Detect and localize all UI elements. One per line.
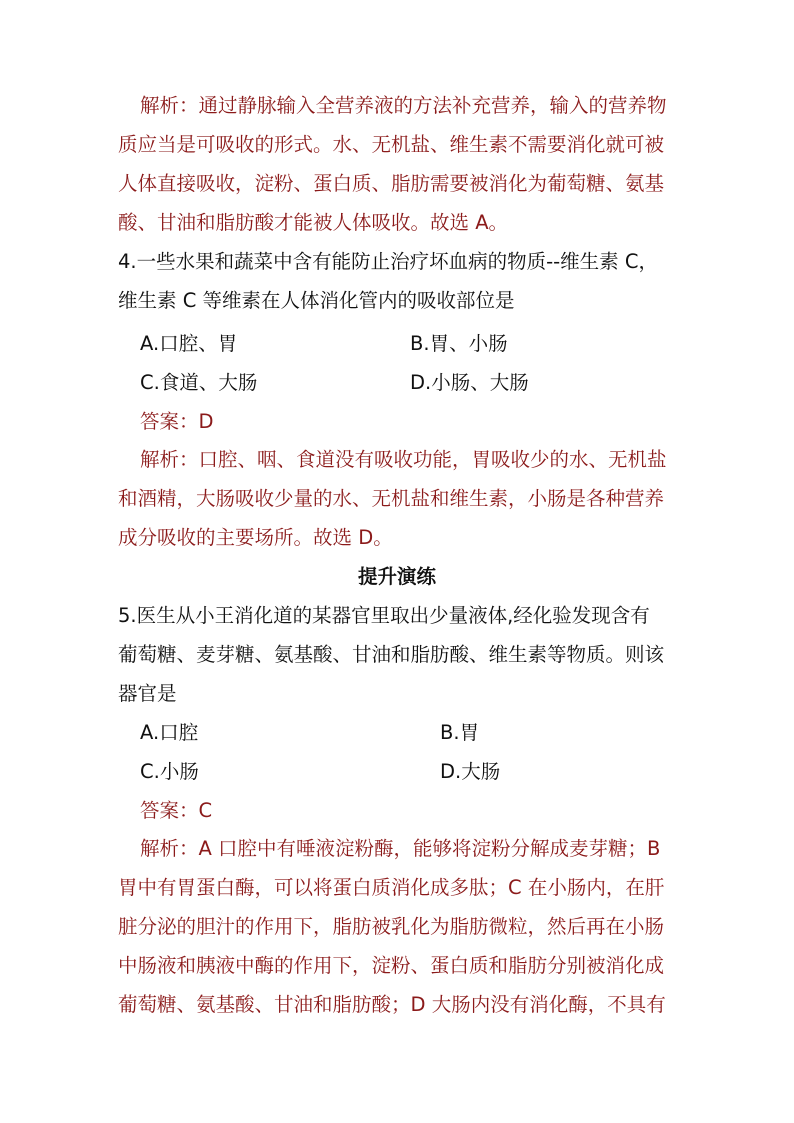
q5-stem-line: 5.医生从小王消化道的某器官里取出少量液体,经化验发现含有: [118, 604, 650, 627]
q5-option-b: B.胃: [440, 721, 480, 744]
q4-stem-line: 4.一些水果和蔬菜中含有能防止治疗坏血病的物质--维生素 C，: [118, 250, 658, 273]
q5-analysis-line: 胃中有胃蛋白酶，可以将蛋白质消化成多肽；C 在小肠内，在肝: [118, 875, 665, 899]
q5-analysis-line: 解析：A 口腔中有唾液淀粉酶，能够将淀粉分解成麦芽糖；B: [140, 837, 661, 860]
q4-analysis-line: 成分吸收的主要场所。故选 D。: [118, 525, 393, 549]
q3-analysis-line: 质应当是可吸收的形式。水、无机盐、维生素不需要消化就可被: [118, 132, 665, 156]
q5-stem-line: 器官是: [118, 681, 177, 705]
q3-analysis: [118, 87, 678, 243]
q4-option-c: C.食道、大肠: [140, 371, 258, 394]
q4-stem-line: 维生素 C 等维素在人体消化管内的吸收部位是: [118, 288, 515, 312]
q4-analysis: [118, 441, 678, 558]
q4-option-d: D.小肠、大肠: [410, 371, 529, 394]
q3-analysis-line: 人体直接吸收，淀粉、蛋白质、脂肪需要被消化为葡萄糖、氨基: [118, 171, 665, 195]
q5-analysis: [118, 830, 678, 1025]
q4-analysis-line: 解析：口腔、咽、食道没有吸收功能，胃吸收少的水、无机盐: [140, 448, 667, 471]
q5-analysis-line: 中肠液和胰液中酶的作用下，淀粉、蛋白质和脂肪分别被消化成: [118, 953, 665, 977]
q5-stem: [118, 597, 678, 714]
q3-analysis-line: 解析：通过静脉输入全营养液的方法补充营养，输入的营养物: [140, 94, 667, 117]
q5-analysis-line: 葡萄糖、氨基酸、甘油和脂肪酸；D 大肠内没有消化酶，不具有: [118, 992, 666, 1016]
q4-option-b: B.胃、小肠: [410, 332, 508, 355]
q4-stem: [118, 243, 678, 321]
q5-analysis-line: 脏分泌的胆汁的作用下，脂肪被乳化为脂肪微粒，然后再在小肠: [118, 914, 665, 938]
q4-option-a: A.口腔、胃: [140, 332, 238, 355]
q5-option-c: C.小肠: [140, 760, 199, 783]
q3-analysis-line: 酸、甘油和脂肪酸才能被人体吸收。故选 A。: [118, 210, 509, 234]
q4-analysis-line: 和酒精，大肠吸收少量的水、无机盐和维生素，小肠是各种营养: [118, 486, 665, 510]
q5-stem-line: 葡萄糖、麦芽糖、氨基酸、甘油和脂肪酸、维生素等物质。则该: [118, 642, 665, 666]
q5-option-a: A.口腔: [140, 721, 199, 744]
q5-answer: 答案：C: [140, 799, 213, 822]
q4-answer: 答案：D: [140, 410, 214, 433]
section-title: 提升演练: [357, 565, 436, 588]
q5-option-d: D.大肠: [440, 760, 501, 783]
